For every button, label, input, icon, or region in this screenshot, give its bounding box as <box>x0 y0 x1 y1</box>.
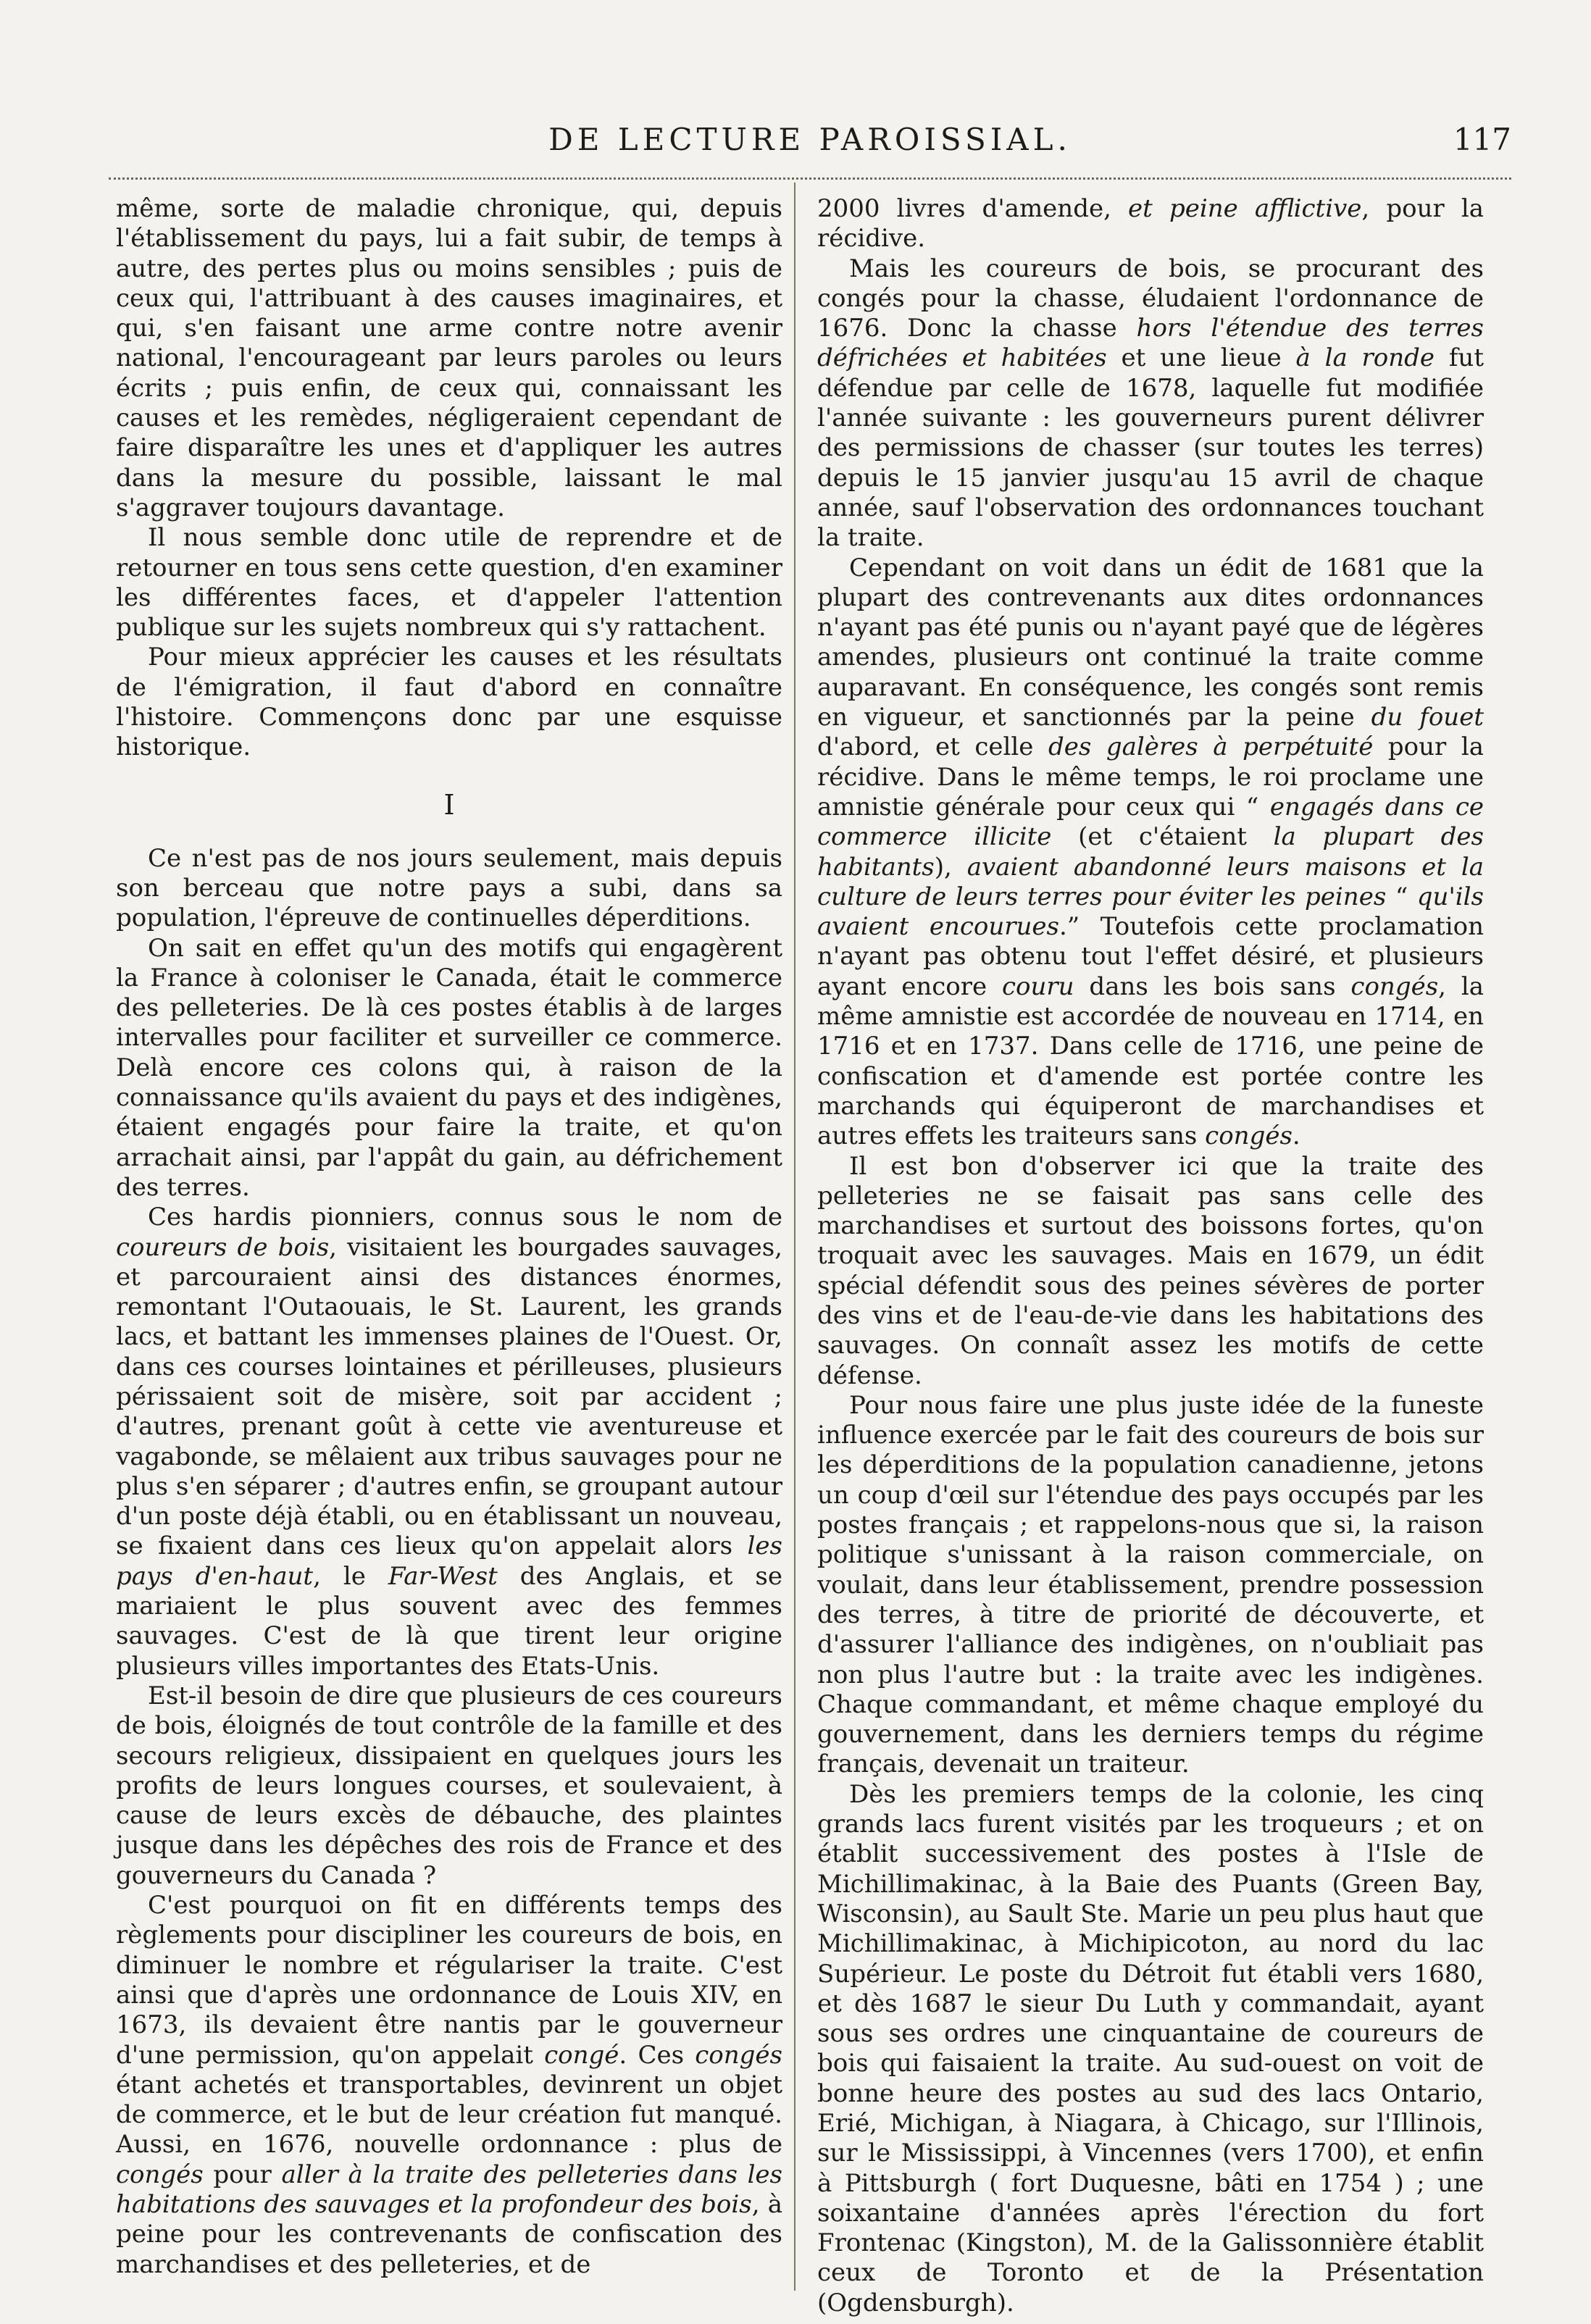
paragraph: Pour nous faire une plus juste idée de la funeste influence exercée par le fait des coureurs de bois sur les déperditions de la population canadienne, jetons un coup d'œil sur l'étendue des pays occupés par les postes français ; et rappelons-nous que si, la raison politique s'unissant à la raison commerciale, on voulait, dans leur établissement, prendre possession des terres, à titre de priorité de découverte, et d'assurer l'alliance des indigènes, on n'oubliait pas non plus l'autre but : la traite avec les indigènes. Chaque commandant, et même chaque employé du gouvernement, dans les derniers temps du régime français, devenait un traiteur. <box>817 1390 1484 1779</box>
left-column <box>116 194 782 2280</box>
paragraph: Ce n'est pas de nos jours seulement, mais depuis son berceau que notre pays a subi, dans sa population, l'épreuve de continuelles déperditions. <box>116 843 782 933</box>
text-run: ), <box>934 852 967 882</box>
paragraph: Est-il besoin de dire que plusieurs de ces coureurs de bois, éloignés de tout contrôle de la famille et des secours religieux, dissipaient en quelques jours les profits de leurs longues courses, et soulevaient, à cause de leurs excès de débauche, des plaintes jusque dans les dépêches des rois de France et des gouverneurs du Canada ? <box>116 1681 782 1890</box>
paragraph: Dès les premiers temps de la colonie, les cinq grands lacs furent visités par les troqueurs ; et on établit successivement des postes à l'Isle de Michillimakinac, à la Baie des Puants (Green Bay, Wisconsin), au Sault Ste. Marie un peu plus haut que Michillimakinac, à Michipicoton, au nord du lac Supérieur. Le poste du Détroit fut établi vers 1680, et dès 1687 le sieur Du Luth y commandait, ayant sous ses ordres une cinquantaine de coureurs de bois qui faisaient la traite. Au sud-ouest on voit de bonne heure des postes au sud des lacs Ontario, Erié, Michigan, à Niagara, à Chicago, sur l'Illinois, sur le Mississippi, à Vincennes (vers 1700), et enfin à Pittsburgh ( fort Duquesne, bâti en 1754 ) ; une soixantaine d'années après l'érection du fort Frontenac (Kingston), M. de la Galissonnière établit ceux de Toronto et de la Présentation (Ogdensburgh). <box>817 1779 1484 2317</box>
italic-run: aller à la traite des pelleteries dans les habitations des sauvages et la profondeur des bois <box>116 2160 783 2219</box>
italic-run: congés <box>1350 971 1439 1001</box>
page-number: 117 <box>1453 122 1511 157</box>
italic-run: congés <box>1205 1121 1293 1151</box>
paragraph: On sait en effet qu'un des motifs qui engagèrent la France à coloniser le Canada, était le commerce des pelleteries. De là ces postes établis à de larges intervalles pour faciliter et surveiller ce commerce. Delà encore ces colons qui, à raison de la connaissance qu'ils avaient du pays et des indigènes, étaient engagés pour faire la traite, et qu'on arrachait ainsi, par l'appât du gain, au défrichement des terres. <box>116 933 782 1202</box>
running-head <box>109 122 1511 172</box>
text-run: .” Toutefois cette proclamation n'ayant pas obtenu tout l'effet désiré, et plusieurs ayant encore <box>817 912 1484 1001</box>
italic-run: coureurs de bois <box>116 1232 330 1262</box>
paragraph-continued: même, sorte de maladie chronique, qui, depuis l'établissement du pays, lui a fait subir, de temps à autre, des pertes plus ou moins sensibles ; puis de ceux qui, l'attribuant à des causes imaginaires, et qui, s'en faisant une arme contre notre avenir national, l'encourageant par leurs paroles ou leurs écrits ; puis enfin, de ceux qui, connaissant les causes et les remèdes, négligeraient cependant de faire disparaître les unes et d'appliquer les autres dans la mesure du possible, laissant le mal s'aggraver toujours davantage. <box>116 194 782 522</box>
text-run: “ <box>1386 882 1417 911</box>
italic-run: à la ronde <box>1295 343 1435 373</box>
italic-run: congé <box>544 2040 619 2070</box>
section-number: I <box>443 788 455 821</box>
paragraph-mais <box>817 254 1484 553</box>
text-run: . <box>1292 1121 1300 1151</box>
text-run: pour <box>203 2160 282 2189</box>
italic-run: couru <box>1001 971 1074 1001</box>
paragraph: Il est bon d'observer ici que la traite des pelleteries ne se faisait pas sans celle des marchandises et surtout des boissons fortes, qu'on troquait avec les sauvages. Mais en 1679, un édit spécial défendit sous des peines sévères de porter des vins et de l'eau-de-vie dans les habitations des sauvages. On connaît assez les motifs de cette défense. <box>817 1151 1484 1390</box>
text-run: d'abord, et celle <box>817 732 1048 762</box>
text-run: étant achetés et transportables, devinrent un objet de commerce, et le but de leur création fut manqué. Aussi, en 1676, nouvelle ordonnance : plus de <box>116 2070 782 2160</box>
paragraph-reglements <box>116 1891 782 2280</box>
italic-run: qu'ils avaient encourues <box>817 882 1484 942</box>
text-run: , à peine pour les contrevenants de confiscation des marchandises et des pelleteries, et de <box>116 2190 782 2279</box>
right-column <box>817 194 1484 2318</box>
italic-run: les pays d'en-haut <box>116 1531 782 1591</box>
paragraph-coureurs <box>116 1203 782 1681</box>
text-run: des Anglais, et se mariaient le plus souvent avec des femmes sauvages. C'est de là que tirent leur origine plusieurs villes importantes des Etats-Unis. <box>116 1561 782 1681</box>
text-run: Ces hardis pionniers, connus sous le nom de <box>148 1203 782 1232</box>
italic-run: congés <box>695 2040 782 2070</box>
paragraph: Il nous semble donc utile de reprendre et de retourner en tous sens cette question, d'en examiner les différentes faces, et d'appeler l'attention publique sur les sujets nombreux qui s'y rattachent. <box>116 523 782 643</box>
paragraph-continued <box>817 194 1484 254</box>
text-run: . Ces <box>619 2040 696 2070</box>
text-run: Mais les coureurs de bois, se procurant des congés pour la chasse, éludaient l'ordonnance de 1676. Donc la chasse <box>817 254 1484 343</box>
paragraph-cependant <box>817 553 1484 1152</box>
running-title: DE LECTURE PAROISSIAL. <box>548 122 1072 157</box>
text-run: , la même amnistie est accordée de nouveau en 1714, en 1716 et en 1737. Dans celle de 1716, une peine de confiscation et d'amende est portée contre les marchands qui équiperont de marchandises et autres effets les traiteurs sans <box>817 971 1484 1151</box>
italic-run: Far-West <box>388 1561 498 1591</box>
italic-run: congés <box>116 2160 204 2189</box>
italic-run: la plupart des habitants <box>817 822 1484 882</box>
italic-run: hors l'étendue des terres défrichées et habitées <box>817 314 1484 373</box>
column-divider <box>794 183 796 2291</box>
italic-run: des galères à perpétuité <box>1048 732 1374 762</box>
text-run: (et c'étaient <box>1051 822 1274 852</box>
italic-run: avaient abandonné leurs maisons et la culture de leurs terres pour éviter les peines <box>817 852 1484 911</box>
text-run: , le <box>313 1561 388 1591</box>
text-run: fut défendue par celle de 1678, laquelle fut modifiée l'année suivante : les gouverneurs purent délivrer des permissions de chasser (sur toutes les terres) depuis le 15 janvier jusqu'au 15 avril de chaque année, sauf l'observation des ordonnances touchant la traite. <box>817 343 1484 553</box>
text-run: 2000 livres d'amende, <box>817 194 1129 223</box>
italic-run: du fouet <box>1371 703 1484 732</box>
text-run: , visitaient les bourgades sauvages, et parcouraient ainsi des distances énormes, remontant l'Outaouais, le St. Laurent, les grands lacs, et battant les immenses plaines de l'Ouest. Or, dans ces courses lointaines et périlleuses, plusieurs périssaient soit de misère, soit par accident ; d'autres, prenant goût à cette vie aventureuse et vagabonde, se mêlaient aux tribus sauvages pour ne plus s'en séparer ; d'autres enfin, se groupant autour d'un poste déjà établi, ou en établissant un nouveau, se fixaient dans ces lieux qu'on appelait alors <box>116 1232 782 1561</box>
paragraph: Pour mieux apprécier les causes et les résultats de l'émigration, il faut d'abord en connaître l'histoire. Commençons donc par une esquisse historique. <box>116 643 782 762</box>
header-rule <box>109 177 1511 180</box>
italic-run: et peine afflictive <box>1128 194 1362 223</box>
italic-run: engagés dans ce commerce illicite <box>817 792 1484 852</box>
text-run: , pour la récidive. <box>817 194 1484 254</box>
text-run: dans les bois sans <box>1074 971 1351 1001</box>
text-run: et une lieue <box>1106 343 1296 373</box>
text-run: Cependant on voit dans un édit de 1681 que la plupart des contrevenants aux dites ordonnances n'ayant pas été punis ou n'ayant payé que de légères amendes, plusieurs ont continué la traite comme auparavant. En conséquence, les congés sont remis en vigueur, et sanctionnés par la peine <box>817 553 1484 732</box>
text-run: C'est pourquoi on fit en différents temps des règlements pour discipliner les coureurs de bois, en diminuer le nombre et régulariser la traite. C'est ainsi que d'après une ordonnance de Louis XIV, en 1673, ils devaient être nantis par le gouverneur d'une permission, qu'on appelait <box>116 1891 782 2070</box>
text-run: pour la récidive. Dans le même temps, le roi proclame une amnistie générale pour ceux qui “ <box>817 732 1484 822</box>
